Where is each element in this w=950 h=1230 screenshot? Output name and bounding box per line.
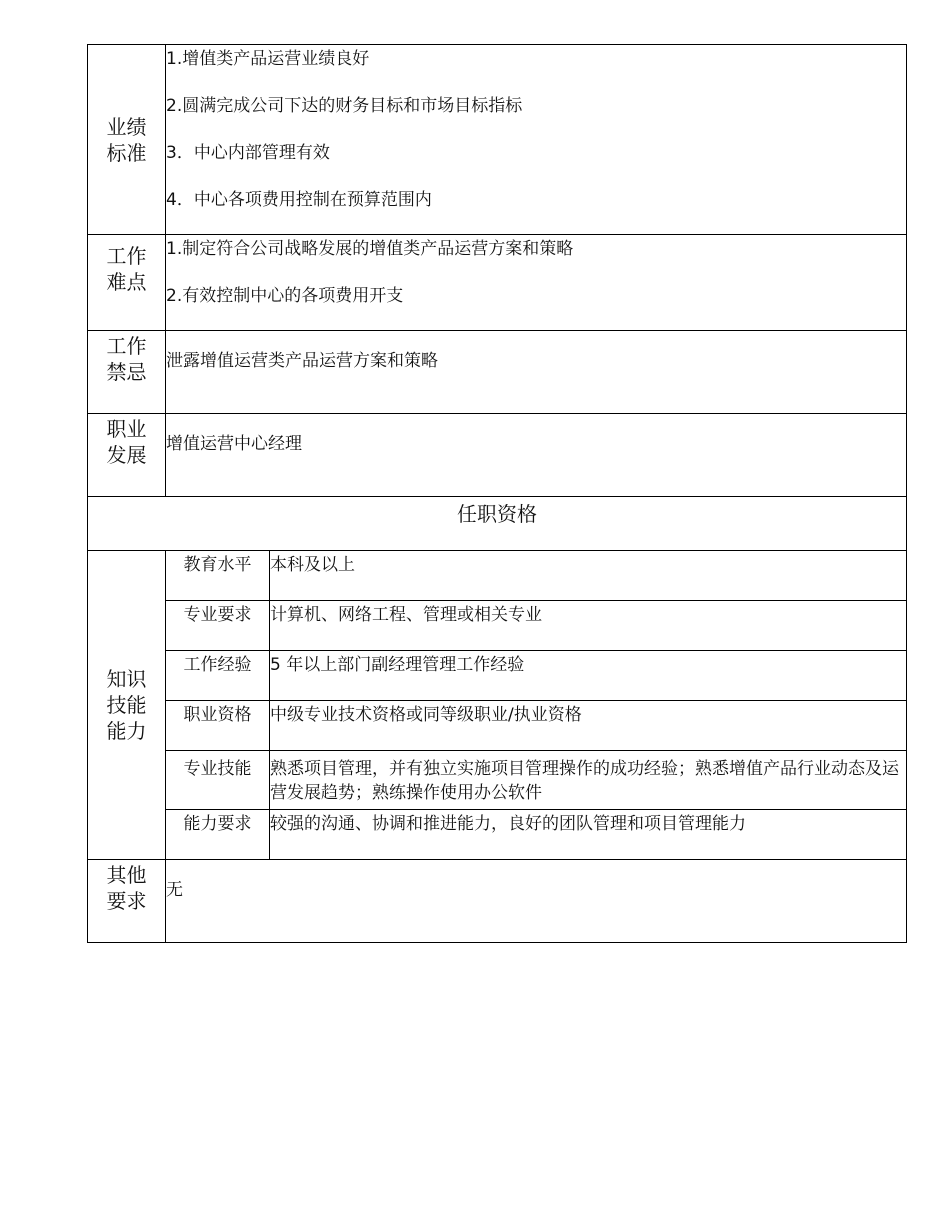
label-line: 禁忌 <box>106 360 147 384</box>
work-difficulties-row <box>88 235 907 331</box>
skills-label: 专业技能 <box>166 751 270 810</box>
major-label: 专业要求 <box>166 601 270 651</box>
qualification-row <box>88 810 907 860</box>
label-line: 其他 <box>106 863 147 887</box>
list-item: 3．中心内部管理有效 <box>166 143 330 163</box>
major-value: 计算机、网络工程、管理或相关专业 <box>270 601 907 651</box>
work-taboos-row <box>88 331 907 414</box>
certification-value: 中级专业技术资格或同等级职业/执业资格 <box>270 701 907 751</box>
qualification-row <box>88 701 907 751</box>
career-development-label <box>88 414 166 497</box>
list-item: 1.增值类产品运营业绩良好 <box>166 49 370 69</box>
knowledge-skills-label <box>88 551 166 860</box>
other-text: 无 <box>166 880 183 900</box>
job-description-table <box>87 44 907 943</box>
experience-value: 5 年以上部门副经理管理工作经验 <box>270 651 907 701</box>
label-line: 技能 <box>106 693 147 717</box>
list-item: 4．中心各项费用控制在预算范围内 <box>166 190 432 210</box>
taboos-text: 泄露增值运营类产品运营方案和策略 <box>166 351 438 371</box>
list-item: 2.有效控制中心的各项费用开支 <box>166 286 404 306</box>
label-line: 能力 <box>106 719 147 743</box>
certification-label: 职业资格 <box>166 701 270 751</box>
qualification-row <box>88 551 907 601</box>
experience-label: 工作经验 <box>166 651 270 701</box>
label-line: 工作 <box>106 244 147 268</box>
skills-value: 熟悉项目管理，并有独立实施项目管理操作的成功经验；熟悉增值产品行业动态及运营发展趋势；熟练操作使用办公软件 <box>270 751 907 810</box>
other-requirements-row <box>88 860 907 943</box>
career-development-row <box>88 414 907 497</box>
work-taboos-label <box>88 331 166 414</box>
ability-label: 能力要求 <box>166 810 270 860</box>
label-line: 业绩 <box>106 114 147 139</box>
career-development-content <box>166 414 907 497</box>
qualification-row <box>88 651 907 701</box>
label-line: 工作 <box>106 334 147 358</box>
qualifications-heading-row <box>88 497 907 551</box>
label-line: 发展 <box>106 443 147 467</box>
label-line: 知识 <box>106 667 147 691</box>
work-difficulties-label <box>88 235 166 331</box>
label-line: 职业 <box>106 417 147 441</box>
ability-value: 较强的沟通、协调和推进能力，良好的团队管理和项目管理能力 <box>270 810 907 860</box>
other-requirements-content <box>166 860 907 943</box>
label-line: 要求 <box>106 889 147 913</box>
list-item: 1.制定符合公司战略发展的增值类产品运营方案和策略 <box>166 239 574 259</box>
qualification-row <box>88 751 907 810</box>
qualifications-heading: 任职资格 <box>88 497 907 551</box>
performance-standards-content <box>166 45 907 235</box>
qualification-row <box>88 601 907 651</box>
career-text: 增值运营中心经理 <box>166 434 302 454</box>
list-item: 2.圆满完成公司下达的财务目标和市场目标指标 <box>166 96 523 116</box>
label-line: 难点 <box>106 270 147 294</box>
work-taboos-content <box>166 331 907 414</box>
education-value: 本科及以上 <box>270 551 907 601</box>
performance-standards-label <box>88 45 166 235</box>
other-requirements-label <box>88 860 166 943</box>
label-line: 标准 <box>106 140 147 165</box>
work-difficulties-content <box>166 235 907 331</box>
education-label: 教育水平 <box>166 551 270 601</box>
performance-standards-row <box>88 45 907 235</box>
